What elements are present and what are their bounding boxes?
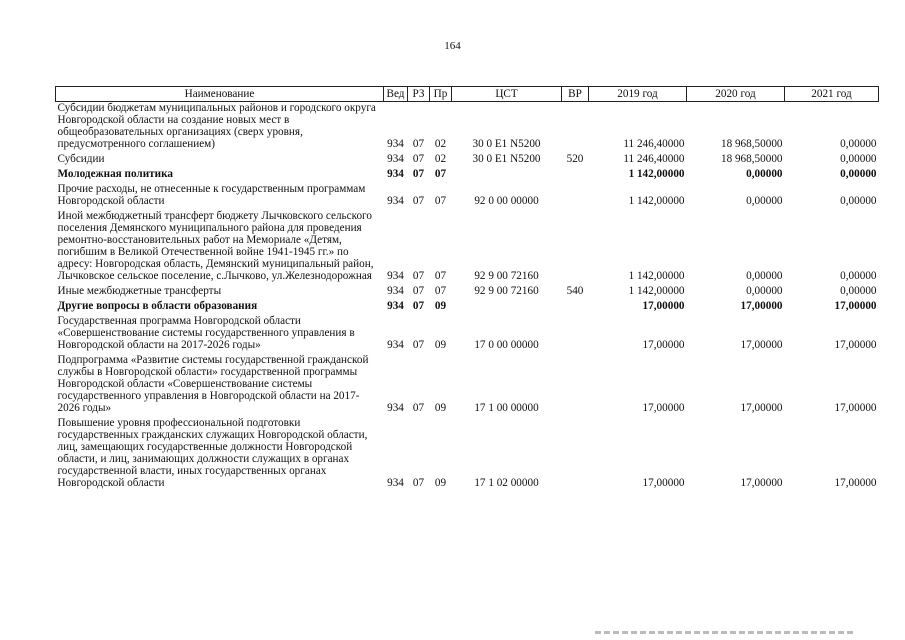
cell-y2019: 17,00000	[642, 339, 685, 351]
cell-cst: 17 1 00 00000	[474, 402, 539, 414]
cell-name: Иные межбюджетные трансферты	[57, 285, 222, 297]
table-row	[56, 297, 879, 312]
header-rz: РЗ	[408, 87, 430, 102]
cell-ved: 934	[387, 285, 404, 297]
cell-ved: 934	[387, 300, 404, 312]
cell-y2019: 17,00000	[642, 300, 685, 312]
cell-ved: 934	[387, 168, 404, 180]
cell-rz: 07	[412, 477, 425, 489]
cell-name: Другие вопросы в области образования	[57, 300, 258, 312]
table-row	[56, 150, 879, 165]
cell-cst: 30 0 Е1 N5200	[472, 153, 541, 165]
cell-rz: 07	[412, 285, 425, 297]
cell-pr: 02	[434, 138, 447, 150]
cell-rz: 07	[412, 153, 425, 165]
cell-y2020: 18 968,50000	[720, 138, 783, 150]
cell-pr: 07	[434, 195, 447, 207]
cell-pr: 09	[434, 300, 447, 312]
cell-y2019: 11 246,40000	[623, 138, 685, 150]
cell-cst: 30 0 Е1 N5200	[472, 138, 541, 150]
cell-cst: 92 9 00 72160	[474, 270, 539, 282]
cell-y2019: 1 142,00000	[628, 168, 685, 180]
cell-pr: 09	[434, 402, 447, 414]
cell-y2020: 0,00000	[746, 168, 783, 180]
cell-y2020: 0,00000	[746, 195, 783, 207]
cell-name: Прочие расходы, не отнесенные к государственным программам Новгородской области	[57, 183, 366, 207]
cell-vr	[562, 414, 589, 489]
budget-table	[55, 86, 879, 489]
cell-y2021: 17,00000	[834, 300, 877, 312]
header-pr: Пр	[430, 87, 452, 102]
header-vr: ВР	[562, 87, 589, 102]
header-2020: 2020 год	[687, 87, 785, 102]
cell-name: Иной межбюджетный трансферт бюджету Лычковского сельского поселения Демянского муниципального района для проведения ремонтно-восстановительных работ на Мемориале «Детям, погибшим в Великой Отечественной войне 1941-1945 гг.» по адресу: Новгородская область, Демянский муниципальный район, Лычковское сельское поселение, с.Лычково, ул.Железнодорожная	[57, 210, 374, 282]
cell-cst: 17 0 00 00000	[474, 339, 539, 351]
cell-rz: 07	[412, 300, 425, 312]
cell-ved: 934	[387, 477, 404, 489]
table-row	[56, 282, 879, 297]
cell-ved: 934	[387, 153, 404, 165]
cell-y2021: 17,00000	[834, 402, 877, 414]
cell-ved: 934	[387, 195, 404, 207]
scan-artifact	[595, 631, 855, 634]
cell-pr: 07	[434, 270, 447, 282]
cell-y2020: 17,00000	[740, 300, 783, 312]
table-row	[56, 207, 879, 282]
cell-rz: 07	[412, 138, 425, 150]
table-header-row	[56, 87, 879, 102]
cell-pr: 09	[434, 477, 447, 489]
table-row	[56, 414, 879, 489]
table-row	[56, 165, 879, 180]
cell-name: Молодежная политика	[57, 168, 173, 180]
cell-y2021: 17,00000	[834, 477, 877, 489]
table-row	[56, 102, 879, 151]
header-ved: Вед	[384, 87, 408, 102]
cell-vr: 520	[566, 153, 584, 165]
cell-y2019: 1 142,00000	[628, 285, 685, 297]
cell-name: Государственная программа Новгородской области «Совершенствование системы государственного управления в Новгородской области на 2017-2026 годы»	[57, 315, 355, 351]
cell-y2020: 0,00000	[746, 285, 783, 297]
cell-ved: 934	[387, 339, 404, 351]
cell-y2021: 17,00000	[834, 339, 877, 351]
cell-y2020: 17,00000	[740, 339, 783, 351]
cell-name: Повышение уровня профессиональной подготовки государственных гражданских служащих Новгородской области, лиц, замещающих государственные должности Новгородской области, и лиц, занимающих должности служащих в органах государственной власти, иных государственных органах Новгородской области	[57, 417, 368, 489]
cell-rz: 07	[412, 270, 425, 282]
cell-cst	[452, 297, 562, 312]
cell-vr	[562, 180, 589, 207]
cell-vr: 540	[566, 285, 584, 297]
header-name: Наименование	[56, 87, 384, 102]
cell-vr	[562, 297, 589, 312]
cell-y2021: 0,00000	[840, 195, 877, 207]
cell-ved: 934	[387, 270, 404, 282]
cell-pr: 07	[434, 168, 447, 180]
page-number: 164	[444, 40, 461, 52]
header-cst: ЦСТ	[452, 87, 562, 102]
cell-rz: 07	[412, 195, 425, 207]
cell-pr: 09	[434, 339, 447, 351]
cell-cst	[452, 165, 562, 180]
cell-vr	[562, 207, 589, 282]
header-2019: 2019 год	[589, 87, 687, 102]
cell-rz: 07	[412, 402, 425, 414]
cell-y2020: 0,00000	[746, 270, 783, 282]
table-body	[56, 102, 879, 490]
cell-vr	[562, 165, 589, 180]
cell-pr: 07	[434, 285, 447, 297]
table-row	[56, 312, 879, 351]
cell-y2019: 17,00000	[642, 402, 685, 414]
cell-ved: 934	[387, 402, 404, 414]
cell-y2021: 0,00000	[840, 168, 877, 180]
cell-y2021: 0,00000	[840, 153, 877, 165]
cell-vr	[562, 312, 589, 351]
cell-name: Подпрограмма «Развитие системы государственной гражданской службы в Новгородской области» государственной программы Новгородской области «Совершенствование системы государственного управления в Новгородской области на 2017-2026 годы»	[57, 354, 369, 414]
cell-rz: 07	[412, 168, 425, 180]
cell-y2021: 0,00000	[840, 285, 877, 297]
cell-name: Субсидии	[57, 153, 105, 165]
header-2021: 2021 год	[785, 87, 879, 102]
table-row	[56, 180, 879, 207]
cell-vr	[562, 102, 589, 151]
cell-cst: 92 0 00 00000	[474, 195, 539, 207]
cell-cst: 92 9 00 72160	[474, 285, 539, 297]
cell-y2021: 0,00000	[840, 270, 877, 282]
cell-ved: 934	[387, 138, 404, 150]
cell-vr	[562, 351, 589, 414]
cell-y2020: 17,00000	[740, 477, 783, 489]
cell-y2020: 17,00000	[740, 402, 783, 414]
cell-y2019: 1 142,00000	[628, 195, 685, 207]
cell-cst: 17 1 02 00000	[474, 477, 539, 489]
cell-y2019: 17,00000	[642, 477, 685, 489]
cell-y2019: 1 142,00000	[628, 270, 685, 282]
cell-pr: 02	[434, 153, 447, 165]
cell-y2019: 11 246,40000	[623, 153, 685, 165]
table-row	[56, 351, 879, 414]
cell-rz: 07	[412, 339, 425, 351]
cell-name: Субсидии бюджетам муниципальных районов и городского округа Новгородской области на создание новых мест в общеобразовательных организациях (сверх уровня, предусмотренного соглашением)	[57, 102, 376, 150]
cell-y2020: 18 968,50000	[720, 153, 783, 165]
cell-y2021: 0,00000	[840, 138, 877, 150]
